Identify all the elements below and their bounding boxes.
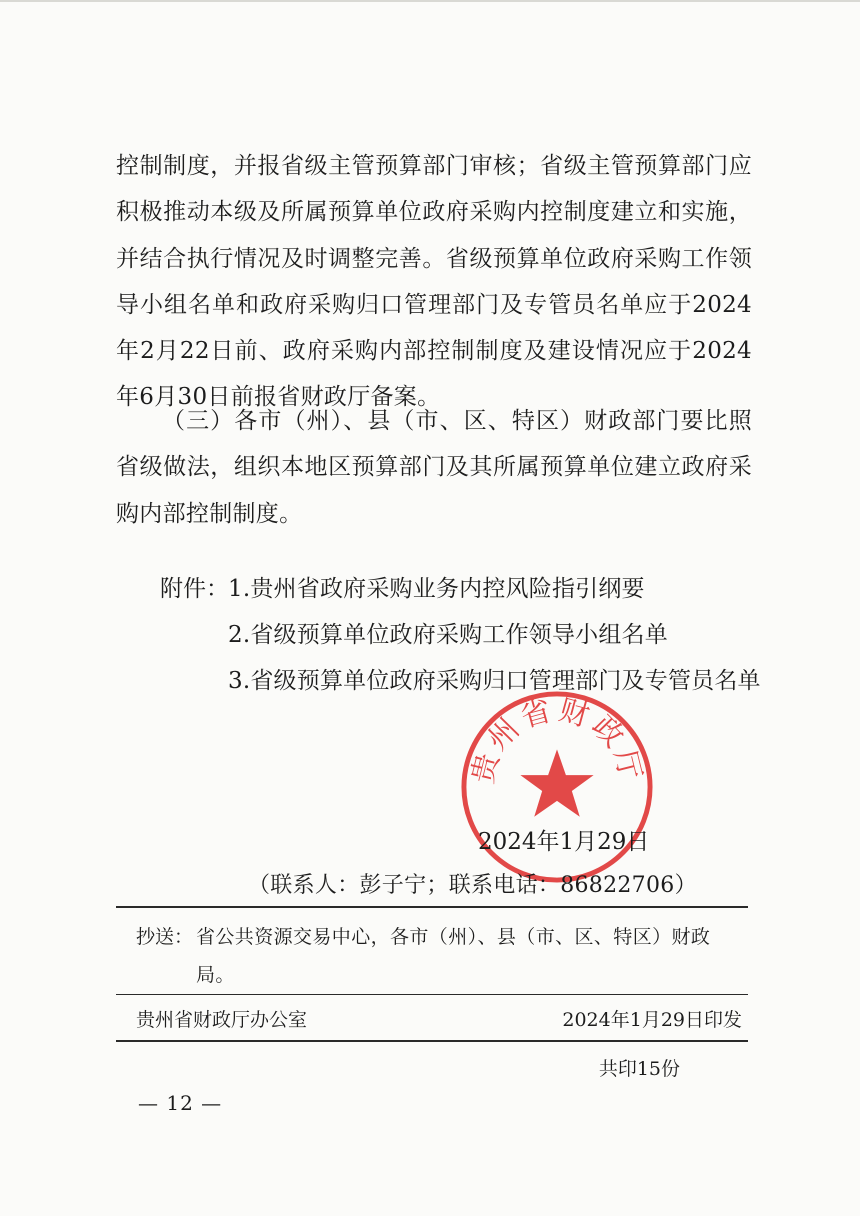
contact-info: （联系人：彭子宁；联系电话：86822706） <box>248 873 697 898</box>
seal-star-icon <box>520 749 593 816</box>
seal-text: 贵州省财政厅 <box>465 692 649 788</box>
cc-recipients: 省公共资源交易中心，各市（州）、县（市、区、特区）财政局。 <box>196 926 711 986</box>
attachment-item-3: 3.省级预算单位政府采购归口管理部门及专管员名单 <box>228 668 761 694</box>
copies-count: 共印15份 <box>598 1058 680 1080</box>
issuing-office: 贵州省财政厅办公室 <box>136 1009 308 1031</box>
attachment-item-2: 2.省级预算单位政府采购工作领导小组名单 <box>228 622 668 648</box>
cc-label: 抄送： <box>136 926 194 948</box>
page-number: — 12 — <box>138 1091 223 1115</box>
body-paragraph-2: （三）各市（州）、县（市、区、特区）财政部门要比照省级做法，组织本地区预算部门及其所属预算单位建立政府采购内部控制制度。 <box>116 408 752 527</box>
body-paragraph-1: 控制制度，并报省级主管预算部门审核；省级主管预算部门应积极推动本级及所属预算单位政府采购内控制度建立和实施，并结合执行情况及时调整完善。省级预算单位政府采购工作领导小组名单和政府采购归口管理部门及专管员名单应于2024年2月22日前、政府采购内部控制制度及建设情况应于2024年6月30日前报省财政厅备案。 <box>116 153 752 411</box>
footer-rule-bottom <box>116 1040 748 1042</box>
page-top-edge <box>0 0 860 2</box>
footer-rule-top <box>116 906 748 908</box>
footer-rule-middle <box>116 994 748 995</box>
signature-date: 2024年1月29日 <box>478 829 650 855</box>
attachment-item-1: 1.贵州省政府采购业务内控风险指引纲要 <box>228 576 645 602</box>
issue-date: 2024年1月29日印发 <box>562 1009 742 1031</box>
attachments-label: 附件： <box>160 576 229 602</box>
